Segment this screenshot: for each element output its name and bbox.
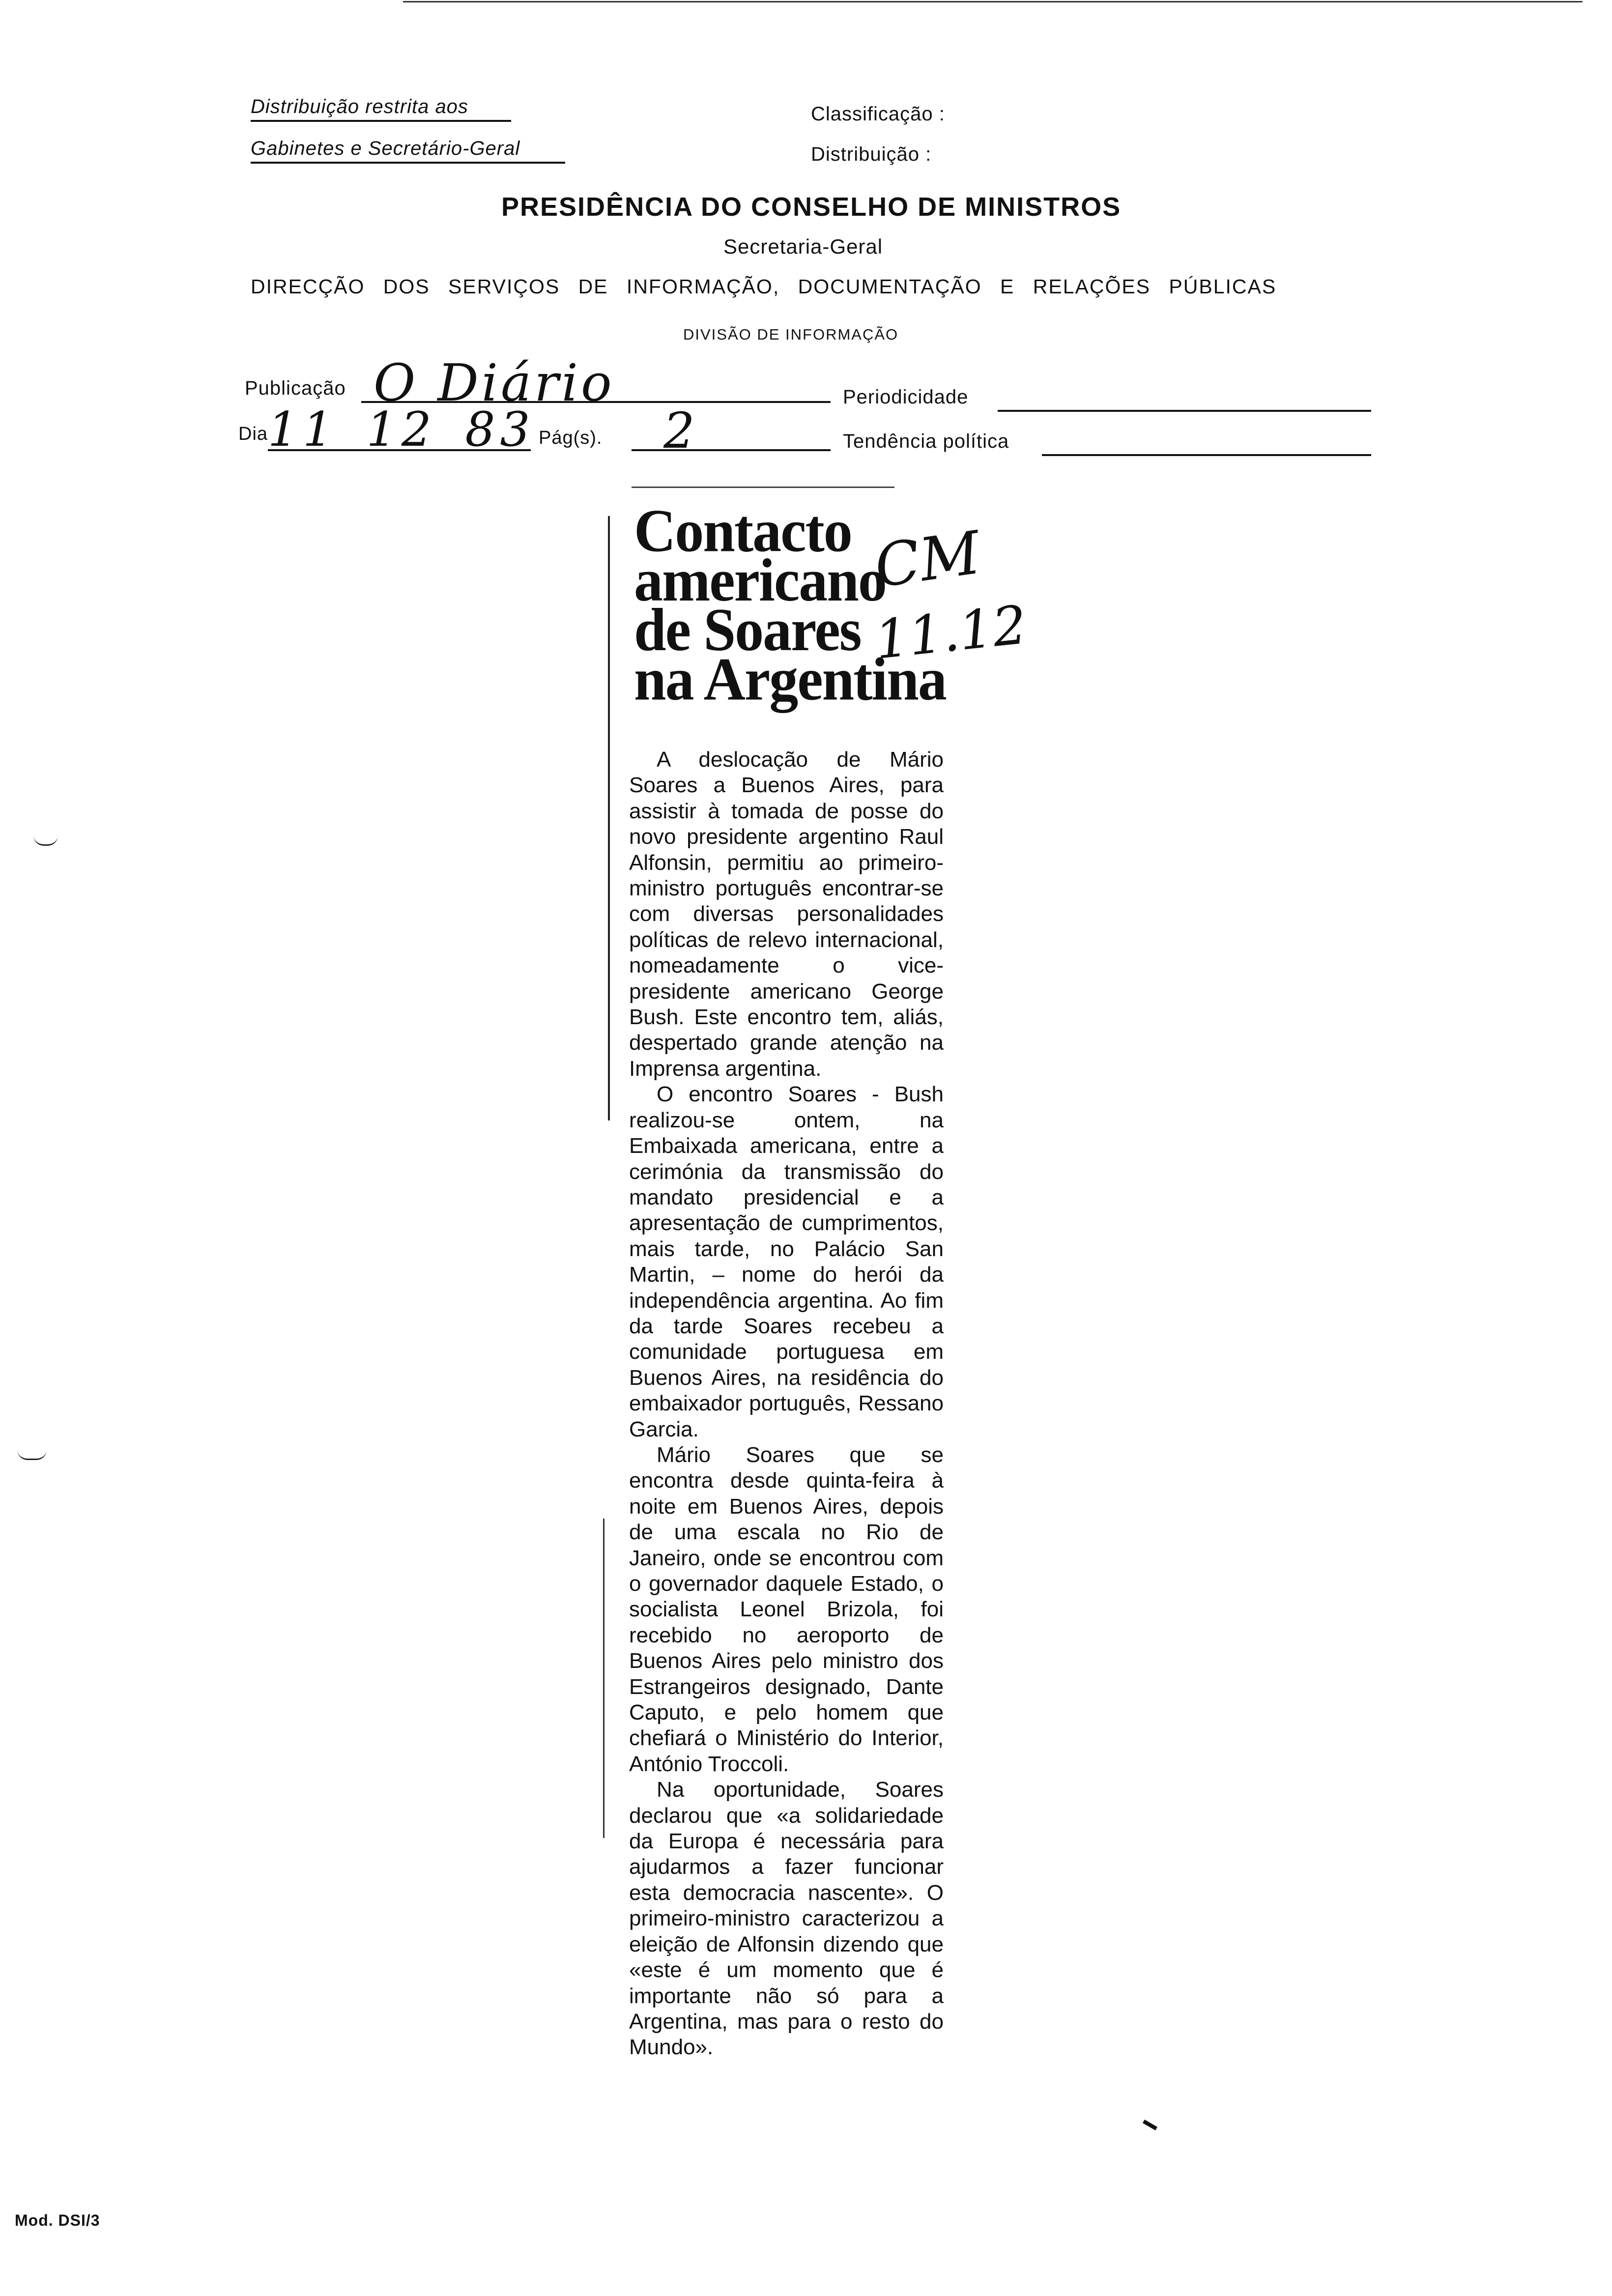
model-code: Mod. DSI/3 <box>15 2211 100 2229</box>
publicacao-handwritten-value: O Diário <box>374 353 615 413</box>
headline-line-2: americano <box>634 546 886 614</box>
dia-line <box>268 449 531 451</box>
article-paragraph-1: A deslocação de Mário Soares a Buenos Aires, para assistir à tomada de posse do novo presidente argentino Raul Alfonsin, permitiu ao primeiro-ministro português encontrar-se com diversas personalidades políticas de relevo internacional, nomeadamente o vice-presidente americano George Bush. Este encontro tem, aliás, despertado grande atenção na Imprensa argentina. <box>629 747 944 1081</box>
pags-label: Pág(s). <box>539 428 603 448</box>
headline-line-3: de Soares <box>634 596 861 664</box>
clipping-top-rule <box>632 487 894 488</box>
periodicidade-line <box>998 410 1371 412</box>
pags-handwritten-value: 2 <box>663 402 695 459</box>
top-edge-line <box>403 1 1583 2</box>
distribuicao-label: Distribuição : <box>811 144 932 165</box>
scan-mark-arrow <box>1143 2120 1157 2130</box>
headline-line-4: na Argentina <box>634 645 946 714</box>
scan-mark-left-1 <box>33 835 58 846</box>
classificacao-label: Classificação : <box>811 103 945 125</box>
clipping-left-rule <box>608 516 610 1120</box>
restricted-distribution-line1: Distribuição restrita aos <box>251 96 511 122</box>
direccao-servicos: DIRECÇÃO DOS SERVIÇOS DE INFORMAÇÃO, DOCUMENTAÇÃO E RELAÇÕES PÚBLICAS <box>251 275 1277 298</box>
dia-label: Dia <box>238 424 268 444</box>
tendencia-label: Tendência política <box>843 430 1009 452</box>
handwritten-annotation-cm: CM <box>870 518 985 602</box>
article-paragraph-2: O encontro Soares - Bush realizou-se ontem, na Embaixada americana, entre a cerimónia da transmissão do mandato presidencial e a apresentação de cumprimentos, mais tarde, no Palácio San Martin, – nome do herói da independência argentina. Ao fim da tarde Soares recebeu a comunidade portuguesa em Buenos Aires, na residência do embaixador português, Ressano Garcia. <box>629 1082 944 1441</box>
publicacao-label: Publicação <box>245 377 346 399</box>
handwritten-annotation-date: 11.12 <box>872 594 1030 671</box>
clipping-left-rule-lower <box>603 1519 604 1838</box>
article-body <box>629 747 944 2061</box>
divisao-informacao: DIVISÃO DE INFORMAÇÃO <box>683 326 899 343</box>
periodicidade-label: Periodicidade <box>843 386 969 408</box>
secretaria-geral: Secretaria-Geral <box>723 235 883 258</box>
article-paragraph-3: Mário Soares que se encontra desde quinta-feira à noite em Buenos Aires, depois de uma escala no Rio de Janeiro, onde se encontrou com o governador daquele Estado, o socialista Leonel Brizola, foi recebido no aeroporto de Buenos Aires pelo ministro dos Estrangeiros designado, Dante Caputo, e pelo homem que chefiará o Ministério do Interior, António Troccoli. <box>629 1442 944 1776</box>
page-title: PRESIDÊNCIA DO CONSELHO DE MINISTROS <box>501 192 1122 222</box>
dia-handwritten-value: 11 12 83 <box>268 402 535 457</box>
headline-line-1: Contacto <box>634 497 852 565</box>
restricted-distribution-line2: Gabinetes e Secretário-Geral <box>251 138 565 164</box>
article-paragraph-4: Na oportunidade, Soares declarou que «a solidariedade da Europa é necessária para ajudarmos a fazer funcionar esta democracia nascente». O primeiro-ministro caracterizou a eleição de Alfonsin dizendo que «este é um momento que é importante não só para a Argentina, mas para o resto do Mundo». <box>629 1778 944 2060</box>
pags-line <box>632 449 831 451</box>
tendencia-line <box>1042 454 1371 456</box>
scan-mark-left-2 <box>17 1450 47 1460</box>
